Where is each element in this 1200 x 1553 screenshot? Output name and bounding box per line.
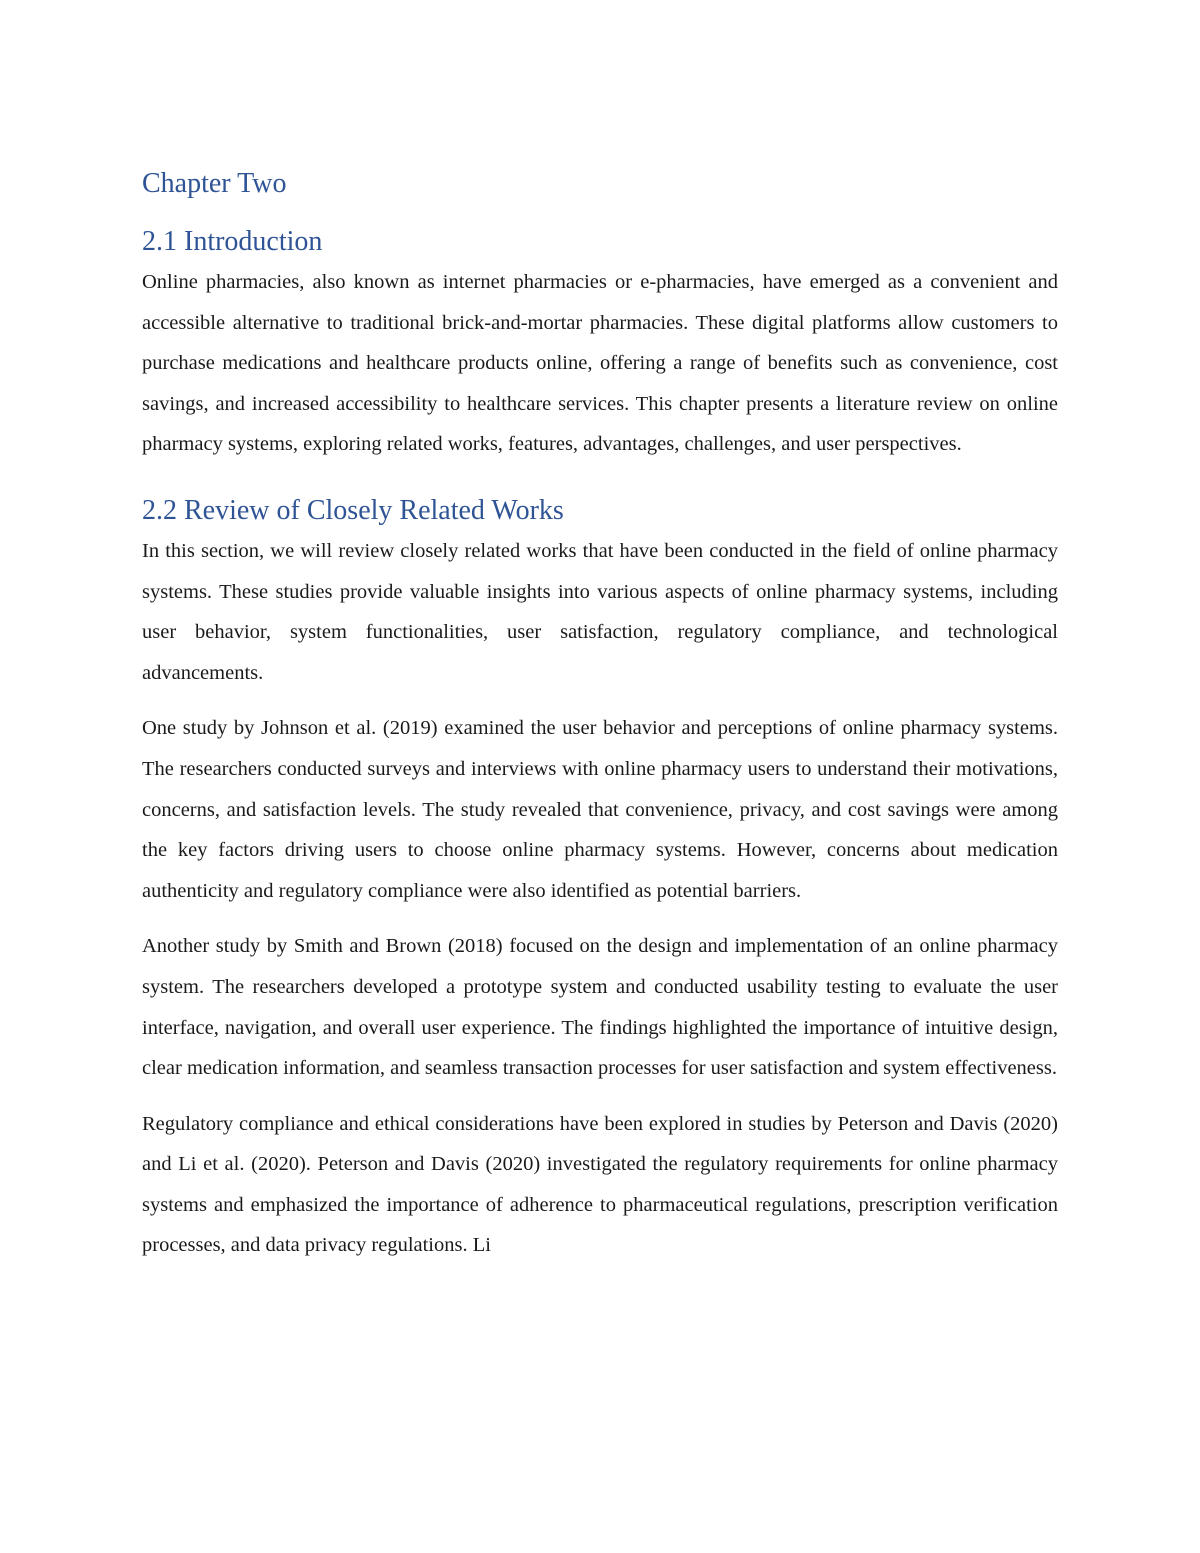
section-heading-related-works: 2.2 Review of Closely Related Works [142, 494, 564, 526]
related-works-paragraph-3: Another study by Smith and Brown (2018) focused on the design and implementation of an online pharmacy system. The researchers developed a prototype system and conducted usability testing to evaluate the user interface, navigation, and overall user experience. The findings highlighted the importance of intuitive design, clear medication information, and seamless transaction processes for user satisfaction and system effectiveness. [142, 935, 1058, 1080]
section-heading-introduction: 2.1 Introduction [142, 226, 323, 257]
related-works-paragraph-2: One study by Johnson et al. (2019) examined the user behavior and perceptions of online pharmacy systems. The researchers conducted surveys and interviews with online pharmacy users to understand their motivations, concerns, and satisfaction levels. The study revealed that convenience, privacy, and cost savings were among the key factors driving users to choose online pharmacy systems. However, concerns about medication authenticity and regulatory compliance were also identified as potential barriers. [142, 717, 1058, 902]
introduction-paragraph: Online pharmacies, also known as internet pharmacies or e-pharmacies, have emerged as a convenient and accessible alternative to traditional brick-and-mortar pharmacies. These digital platforms allow customers to purchase medications and healthcare products online, offering a range of benefits such as convenience, cost savings, and increased accessibility to healthcare services. This chapter presents a literature review on online pharmacy systems, exploring related works, features, advantages, challenges, and user perspectives. [142, 271, 1058, 456]
document-page [142, 160, 1058, 1266]
related-works-paragraph-1: In this section, we will review closely related works that have been conducted in the field of online pharmacy systems. These studies provide valuable insights into various aspects of online pharmacy systems, including user behavior, system functionalities, user satisfaction, regulatory compliance, and technological advancements. [142, 539, 1058, 684]
related-works-paragraph-4: Regulatory compliance and ethical considerations have been explored in studies by Peterson and Davis (2020) and Li et al. (2020). Peterson and Davis (2020) investigated the regulatory requirements for online pharmacy systems and emphasized the importance of adherence to pharmaceutical regulations, prescription verification processes, and data privacy regulations. Li [142, 1112, 1058, 1257]
chapter-title: Chapter Two [142, 168, 287, 199]
